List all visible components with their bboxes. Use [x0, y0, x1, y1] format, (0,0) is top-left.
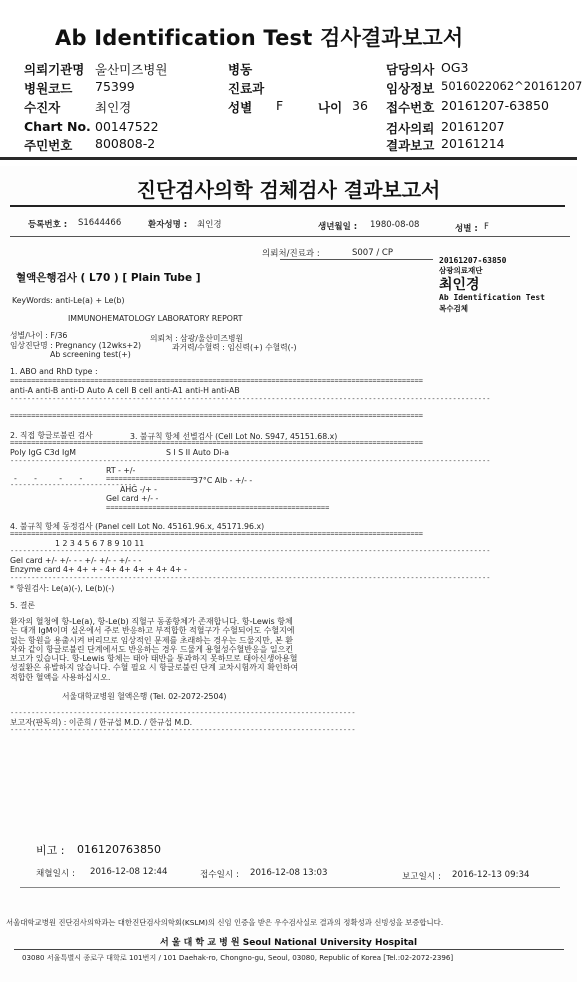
title-rule	[10, 205, 565, 207]
dash-line: ------------------------------------------------------------------------------------------------------------------	[10, 395, 491, 403]
ward-label: 병동	[228, 62, 253, 77]
s1-columns: anti-A anti-B anti-D Auto A cell B cell anti-A1 anti-H anti-AB	[10, 386, 240, 395]
history: 과거력/수혈력 : 임신력(+) 수혈력(-)	[172, 343, 297, 352]
reported-label: 보고일시 :	[402, 872, 441, 882]
age-label: 나이	[318, 100, 343, 115]
keywords: KeyWords: anti-Le(a) + Le(b)	[12, 296, 125, 305]
report-label: 결과보고	[386, 138, 435, 153]
hospital-code-value: 75399	[95, 79, 135, 94]
footer-rule	[20, 887, 560, 888]
referral-label: 의뢰처/진료과 :	[262, 249, 320, 259]
alb-row: 37°C Alb - +/- -	[193, 476, 253, 485]
footer-hospital: 서 울 대 학 교 병 원 Seoul National University Hospital	[159, 938, 418, 948]
chart-no-value: 00147522	[95, 119, 159, 134]
s4-gel-row: Gel card +/- +/- - - +/- +/- - +/- - -	[10, 556, 142, 565]
dash-line: =====================================================	[106, 504, 330, 512]
stamp-org: 삼광의료재단	[439, 266, 483, 275]
dash-line: ----------------------------------------------------------------------------------	[10, 726, 356, 734]
receipt-no-value: 20161207-63850	[441, 98, 549, 113]
dash-line: ==================================================================================================	[10, 412, 424, 420]
dash-line: ==================================================================================================	[10, 377, 424, 385]
s5-title: 5. 결론	[10, 601, 35, 610]
footer-rule-2	[14, 949, 564, 950]
report-date: 20161214	[441, 136, 505, 151]
dob-value: 1980-08-08	[370, 220, 420, 230]
reporter: 보고자(판독의) : 이준희 / 한규섭 M.D. / 한규섭 M.D.	[10, 718, 193, 727]
stamp-multi: 복수검체	[439, 304, 468, 313]
sex-value-report: F	[484, 222, 489, 232]
request-date: 20161207	[441, 119, 505, 134]
dash-line: ------------------------------------------------------------------------------------------------------------------	[10, 574, 491, 582]
s1-title: 1. ABO and RhD type :	[10, 367, 98, 376]
s3-columns: S I S II Auto Di-a	[166, 448, 230, 457]
dash-line: ------------------------------	[10, 481, 137, 489]
dash-line: ------------------------------------------------------------------------------------------------------------------	[10, 457, 491, 465]
resident-no-value: 800808-2	[95, 136, 156, 151]
doctor-label: 담당의사	[386, 62, 435, 77]
dash-line: ------------------------------------------------------------------------------------------------------------------	[10, 547, 491, 555]
dash-line: ==================================================================================================	[10, 439, 424, 447]
name-label: 환자성명 :	[148, 220, 188, 230]
stamp-receipt: 20161207-63850	[439, 256, 507, 265]
clinical-info-label: 임상정보	[386, 81, 435, 96]
resident-no-label: 주민번호	[24, 138, 73, 153]
doctor-value: OG3	[441, 60, 469, 75]
s4-note: * 항원검사: Le(a)(-), Le(b)(-)	[10, 584, 115, 593]
age-value: 36	[352, 98, 368, 113]
s3-title: 3. 불규칙 항체 선별검사 (Cell Lot No. S947, 45151.68.x)	[130, 432, 338, 441]
institution-value: 울산미즈병원	[95, 62, 168, 77]
received-value: 2016-12-08 13:03	[250, 868, 328, 878]
s4-columns: 1 2 3 4 5 6 7 8 9 10 11	[55, 539, 145, 548]
dash-line: ----------------------------------------------------------------------------------	[10, 709, 356, 717]
sex-age: 성별/나이 : F/36	[10, 331, 68, 340]
clinical-dx: 임상진단명 : Pregnancy (12wks+2)	[10, 341, 142, 350]
page-title: Ab Identification Test 검사결과보고서	[55, 26, 464, 50]
referral-value: S007 / CP	[352, 248, 393, 258]
rt-row: RT - +/-	[106, 466, 136, 475]
collect-value: 2016-12-08 12:44	[90, 867, 168, 877]
footer-address: 03080 서울특별시 종로구 대학로 101번지 / 101 Daehak-ro, Chongno-gu, Seoul, 03080, Republic of Korea [Tel.:02-2072-2396]	[22, 953, 454, 962]
referral-inst: 의뢰처 : 삼광/울산미즈병원	[150, 334, 244, 343]
header-divider	[0, 157, 577, 160]
department-label: 진료과	[228, 81, 265, 96]
footer-cert: 서울대학교병원 진단검사의학과는 대한진단검사의학회(KSLM)의 신임 인증을 받은 우수검사실로 결과의 정확성과 신빙성을 보증합니다.	[6, 918, 444, 927]
ahg-row: AHG -/+ -	[120, 485, 157, 494]
collect-label: 채혈일시 :	[36, 869, 75, 879]
sex-label-report: 성별 :	[455, 224, 478, 234]
sex-value: F	[276, 98, 284, 113]
note-value: 016120763850	[77, 843, 161, 856]
s4-enzyme-row: Enzyme card 4+ 4+ + - 4+ 4+ 4+ + 4+ 4+ -	[10, 565, 187, 574]
report-title: 진단검사의학 검체검사 결과보고서	[136, 178, 441, 202]
reg-value: S1644466	[78, 218, 122, 228]
reported-value: 2016-12-13 09:34	[452, 870, 530, 880]
conclusion-text: 환자의 혈청에 항-Le(a), 항-Le(b) 직혈구 동종항체가 존재합니다. 항-Lewis 항체는 대개 IgM이며 실온에서 주로 반응하고 부적합한 적혈구가 수혈되어도 수혈지에 없는 항원을 용출시켜 버리므로 임상적인 문제를 초래하는 경우는 드물지만, 본 환자와 같이 항글로불린 단계에서도 반응하는 경우 드물게 용혈성수혈반응을 일으킨 보고가 있습니다. 항-Lewis 항체는 태아 태반을 통과하지 못하므로 태아신생아용혈성질환은 유발하지 않습니다. 수혈 필요 시 항글로불린 단계 교차시험까지 확인하여 적합한 혈액을 사용하십시오.	[10, 617, 299, 682]
patient-value: 최인경	[95, 100, 132, 115]
gel-row: Gel card +/- -	[106, 494, 159, 503]
patient-label: 수진자	[24, 100, 61, 115]
info-rule	[10, 236, 570, 237]
dash-short: - - - -	[14, 474, 83, 483]
request-label: 검사의뢰	[386, 121, 435, 136]
hospital-code-label: 병원코드	[24, 81, 73, 96]
stamp-name: 최인경	[439, 277, 480, 293]
s4-title: 4. 불규칙 항체 동정검사 (Panel cell Lot No. 45161.96.x, 45171.96.x)	[10, 522, 265, 531]
s2-columns: Poly IgG C3d IgM	[10, 448, 77, 457]
chart-no-label: Chart No.	[24, 119, 91, 134]
dash-line: =====================	[106, 475, 195, 483]
name-value: 최인경	[197, 220, 222, 230]
dob-label: 생년월일 :	[318, 222, 358, 232]
received-label: 접수일시 :	[200, 870, 239, 880]
stamp-test: Ab Identification Test	[439, 293, 545, 302]
s2-title: 2. 직접 항글로불린 검사	[10, 431, 93, 440]
screening: Ab screening test(+)	[50, 350, 131, 359]
sex-label: 성별	[228, 100, 253, 115]
dash-line: ==================================================================================================	[10, 530, 424, 538]
receipt-no-label: 접수번호	[386, 100, 435, 115]
bloodbank: 서울대학교병원 혈액은행 (Tel. 02-2072-2504)	[62, 692, 227, 701]
reg-label: 등록번호 :	[28, 220, 68, 230]
section-title: 혈액은행검사 ( L70 ) [ Plain Tube ]	[16, 272, 201, 284]
lab-report-heading: IMMUNOHEMATOLOGY LABORATORY REPORT	[68, 314, 243, 323]
note-label: 비고 :	[36, 844, 65, 857]
clinical-info-value: 5016022062^20161207	[441, 79, 582, 93]
institution-label: 의뢰기관명	[24, 62, 85, 77]
referral-rule	[280, 259, 433, 260]
